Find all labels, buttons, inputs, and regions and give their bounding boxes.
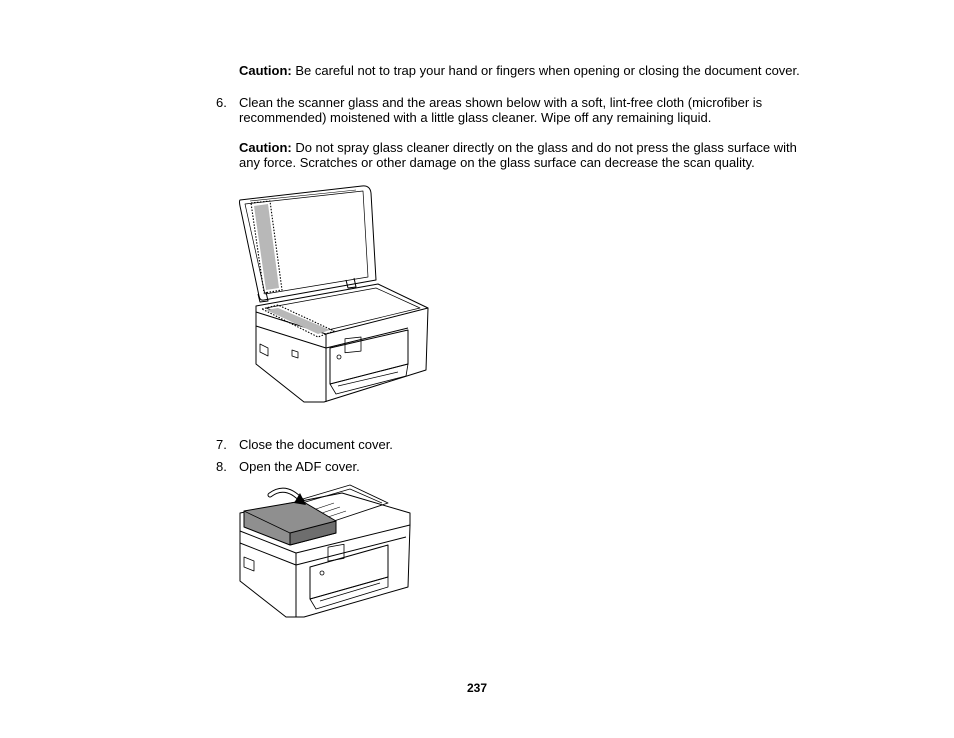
step-8-text: Open the ADF cover. [239,459,360,474]
step-8-number: 8. [216,459,227,474]
scanner-open-lid-illustration [238,184,430,406]
control-panel [330,330,408,384]
step-6-text [239,95,859,125]
caution-line-2: any force. Scratches or other damage on the glass surface can decrease the scan quality. [239,155,755,170]
page-number: 237 [466,681,488,695]
step-6-line-2: recommended) moistened with a little glass cleaner. Wipe off any remaining liquid. [239,110,712,125]
caution-step6 [239,140,879,170]
step-6-number: 6. [216,95,227,110]
step-7-number: 7. [216,437,227,452]
caution-label: Caution: [239,63,292,78]
adf-cover-open-illustration [238,483,414,621]
step-6-line-1: Clean the scanner glass and the areas shown below with a soft, lint-free cloth (microfiber is [239,95,763,110]
caution-label: Caution: [239,140,292,155]
lid-strip-highlight [254,204,279,290]
caution-text: Be careful not to trap your hand or fingers when opening or closing the document cover. [291,63,800,78]
glass-strip-highlight [266,308,330,334]
caution-top [239,63,879,78]
step-7-text: Close the document cover. [239,437,393,452]
caution-line-1: Do not spray glass cleaner directly on the glass and do not press the glass surface with [291,140,797,155]
